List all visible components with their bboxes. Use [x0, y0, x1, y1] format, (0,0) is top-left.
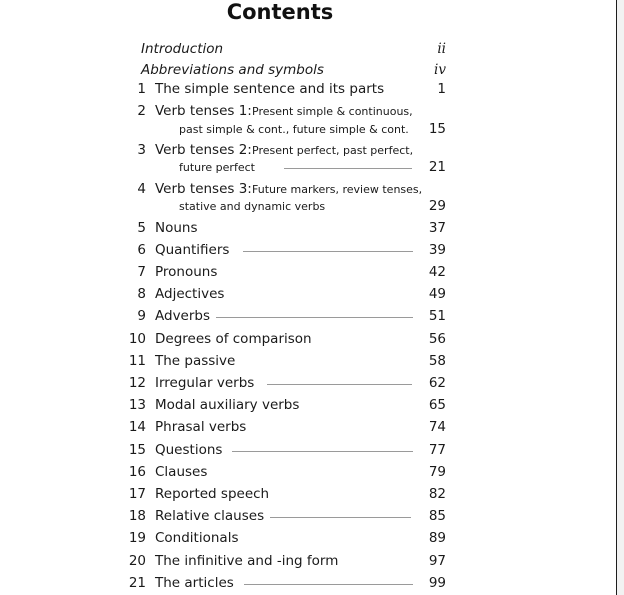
- toc-front-label: Introduction: [141, 41, 224, 57]
- toc-chapter-number: 4: [137, 181, 146, 197]
- toc-chapter-number: 19: [128, 530, 146, 546]
- toc-page-number: 79: [428, 464, 446, 480]
- toc-page-number: 89: [428, 530, 446, 546]
- toc-page-number: 99: [428, 575, 446, 591]
- toc-chapter-number: 16: [128, 464, 146, 480]
- toc-page-number: 37: [428, 220, 446, 236]
- toc-chapter-number: 10: [128, 331, 146, 347]
- page-title: Contents: [226, 0, 334, 24]
- toc-page-number: 42: [428, 264, 446, 280]
- toc-chapter-title: Degrees of comparison: [155, 331, 312, 347]
- toc-chapter-number: 17: [128, 486, 146, 502]
- toc-chapter-subtitle: future perfect: [179, 161, 255, 174]
- toc-page-number: 21: [428, 159, 446, 175]
- toc-chapter-subtitle: stative and dynamic verbs: [179, 200, 326, 213]
- toc-chapter-title: Nouns: [155, 220, 198, 236]
- toc-page-number: 58: [428, 353, 446, 369]
- toc-front-label: Abbreviations and symbols: [141, 62, 324, 78]
- toc-chapter-title: The articles: [155, 575, 234, 591]
- toc-chapter-title: Verb tenses 1:: [155, 103, 252, 119]
- toc-chapter-number: 11: [128, 353, 146, 369]
- toc-chapter-number: 12: [128, 375, 146, 391]
- toc-chapter-title: Verb tenses 3:: [155, 181, 252, 197]
- toc-chapter-number: 7: [137, 264, 146, 280]
- toc-page-number: 15: [428, 121, 446, 137]
- toc-chapter-title: Pronouns: [155, 264, 218, 280]
- toc-chapter-title: Modal auxiliary verbs: [155, 397, 300, 413]
- toc-chapter-title: Questions: [155, 442, 223, 458]
- toc-chapter-title: The simple sentence and its parts: [155, 81, 385, 97]
- toc-chapter-title: Phrasal verbs: [155, 419, 247, 435]
- toc-chapter-number: 8: [137, 286, 146, 302]
- toc-dot-leader: [232, 451, 413, 452]
- toc-page-number: 65: [428, 397, 446, 413]
- toc-page-number: 51: [428, 308, 446, 324]
- toc-dot-leader: [284, 168, 412, 169]
- toc-page-number: 56: [428, 331, 446, 347]
- toc-chapter-number: 3: [137, 142, 146, 158]
- toc-chapter-number: 15: [128, 442, 146, 458]
- toc-chapter-title: Adjectives: [155, 286, 225, 302]
- page-edge: [616, 0, 624, 595]
- toc-chapter-title: Irregular verbs: [155, 375, 255, 391]
- toc-chapter-number: 21: [128, 575, 146, 591]
- toc-page-number: 77: [428, 442, 446, 458]
- toc-dot-leader: [216, 317, 413, 318]
- toc-page-number: 82: [428, 486, 446, 502]
- toc-page-number: 49: [428, 286, 446, 302]
- toc-page-number: iv: [434, 62, 446, 78]
- toc-page-number: 74: [428, 419, 446, 435]
- toc-chapter-number: 13: [128, 397, 146, 413]
- toc-dot-leader: [243, 251, 413, 252]
- toc-chapter-subtitle: Present simple & continuous,: [252, 105, 413, 118]
- toc-dot-leader: [267, 384, 412, 385]
- toc-page-number: 85: [428, 508, 446, 524]
- toc-chapter-title: Verb tenses 2:: [155, 142, 252, 158]
- toc-page-number: ii: [437, 41, 446, 57]
- toc-page-number: 1: [437, 81, 446, 97]
- toc-chapter-number: 9: [137, 308, 146, 324]
- toc-chapter-title: The passive: [155, 353, 236, 369]
- toc-chapter-title: Clauses: [155, 464, 208, 480]
- toc-chapter-subtitle: Future markers, review tenses,: [252, 183, 423, 196]
- toc-chapter-title: Quantifiers: [155, 242, 230, 258]
- toc-page-number: 39: [428, 242, 446, 258]
- toc-chapter-number: 2: [137, 103, 146, 119]
- toc-chapter-number: 5: [137, 220, 146, 236]
- toc-page-number: 97: [428, 553, 446, 569]
- toc-chapter-number: 6: [137, 242, 146, 258]
- toc-page-number: 62: [428, 375, 446, 391]
- toc-chapter-title: Conditionals: [155, 530, 239, 546]
- toc-dot-leader: [270, 517, 411, 518]
- toc-chapter-subtitle: Present perfect, past perfect,: [252, 144, 414, 157]
- toc-chapter-subtitle: past simple & cont., future simple & cont.: [179, 123, 409, 136]
- toc-chapter-title: Reported speech: [155, 486, 270, 502]
- toc-dot-leader: [244, 584, 413, 585]
- toc-page-number: 29: [428, 198, 446, 214]
- toc-chapter-number: 20: [128, 553, 146, 569]
- toc-chapter-title: The infinitive and -ing form: [155, 553, 339, 569]
- toc-chapter-title: Relative clauses: [155, 508, 265, 524]
- toc-chapter-number: 14: [128, 419, 146, 435]
- toc-chapter-number: 1: [137, 81, 146, 97]
- toc-chapter-title: Adverbs: [155, 308, 211, 324]
- toc-chapter-number: 18: [128, 508, 146, 524]
